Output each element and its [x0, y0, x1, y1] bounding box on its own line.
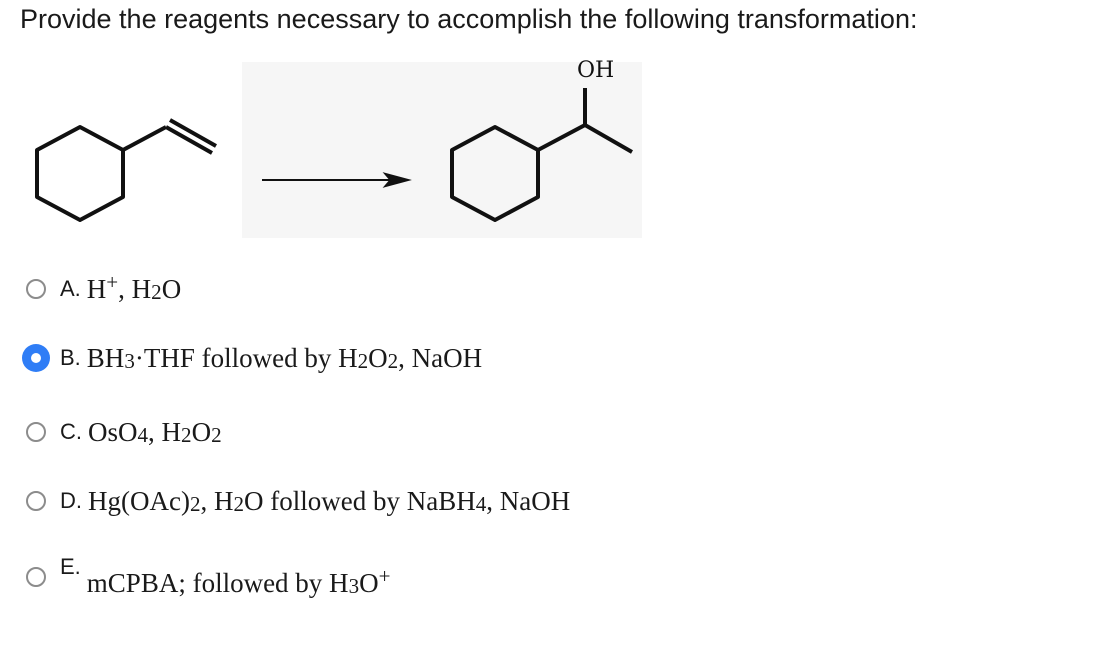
option-b[interactable] [26, 338, 482, 378]
option-c-letter: C. [60, 419, 82, 444]
option-b-radio-selected[interactable] [22, 344, 50, 372]
reactant-vinyl-bond [123, 127, 166, 150]
question-text: Provide the reagents necessary to accomplish the following transformation: [20, 4, 918, 34]
option-d-radio[interactable] [26, 491, 46, 511]
option-a-radio[interactable] [26, 279, 46, 299]
option-d-text: Hg(OAc)2, H2O followed by NaBH4, NaOH [88, 485, 571, 517]
option-e-radio[interactable] [26, 567, 46, 587]
reaction-arrow [262, 173, 410, 187]
reaction-scheme-drawing [20, 58, 650, 243]
product-ring-to-carbinol-bond [538, 125, 585, 150]
product-carbinol-to-methyl-bond [585, 125, 632, 152]
option-a[interactable] [26, 269, 181, 309]
radio-selected-dot [31, 353, 41, 363]
reactant-cyclohexane-ring [37, 127, 123, 220]
option-b-text: BH3·THF followed by H2O2, NaOH [86, 342, 483, 374]
option-c-radio[interactable] [26, 422, 46, 442]
option-e-text: mCPBA; followed by H3O+ [86, 564, 391, 599]
option-c-text: OsO4, H2O2 [88, 416, 222, 448]
option-a-text: H+, H2O [86, 270, 182, 305]
reaction-scheme [20, 58, 650, 243]
hydroxyl-label: OH [577, 58, 615, 83]
option-a-letter: A. [60, 276, 81, 301]
product-cyclohexane-ring [452, 127, 538, 220]
option-e-letter: E. [60, 554, 81, 579]
option-e[interactable] [26, 554, 391, 599]
option-c[interactable] [26, 412, 222, 452]
option-b-letter: B. [60, 345, 81, 370]
option-d[interactable] [26, 481, 570, 521]
option-d-letter: D. [60, 488, 82, 513]
